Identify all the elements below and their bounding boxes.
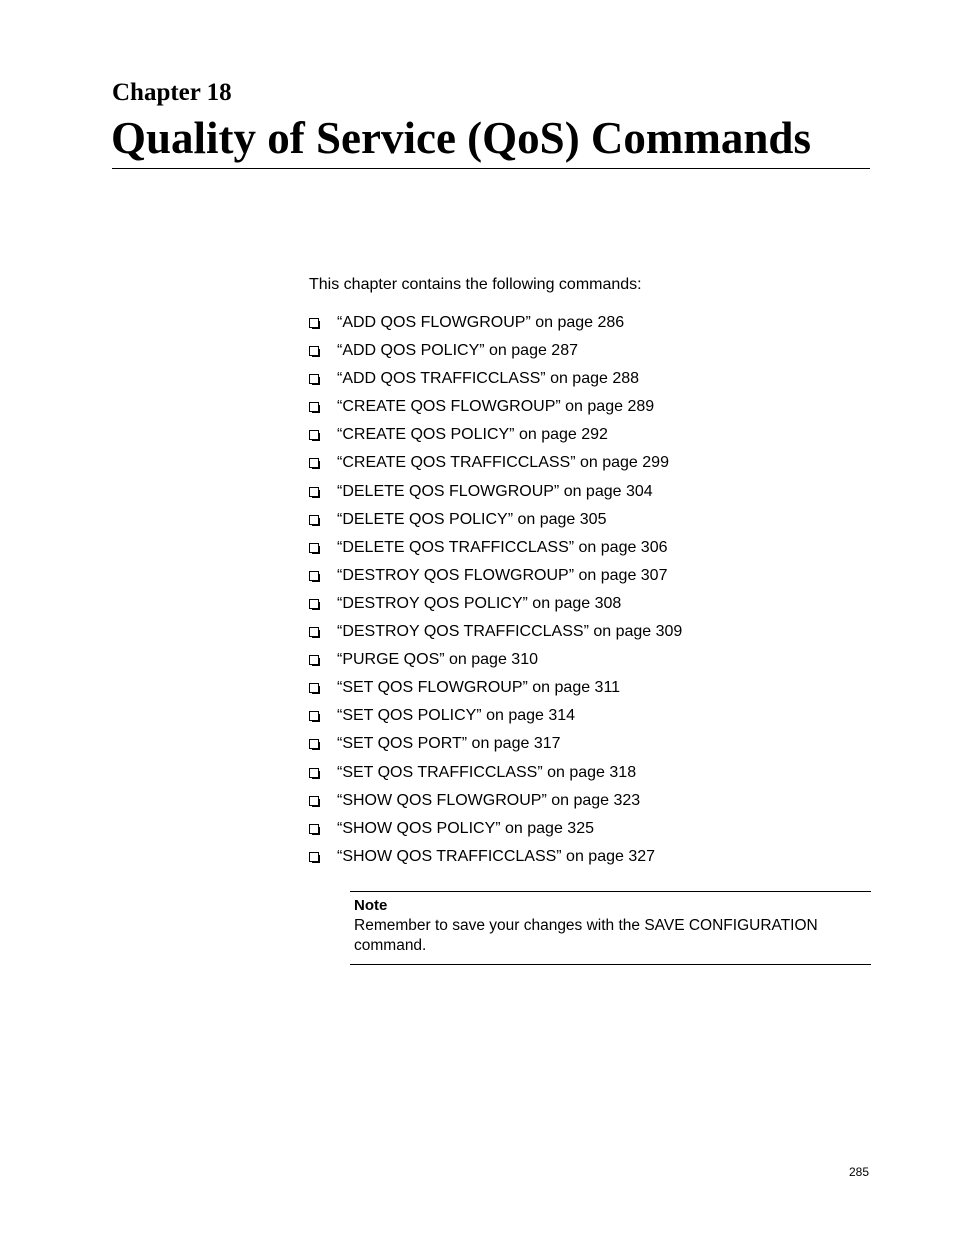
page-number: 285 [849, 1165, 870, 1179]
command-link[interactable]: “CREATE QOS POLICY” on page 292 [337, 426, 608, 444]
command-link[interactable]: “SET QOS TRAFFICCLASS” on page 318 [337, 763, 637, 781]
list-item[interactable] [309, 622, 682, 650]
list-item[interactable] [309, 734, 682, 762]
list-item[interactable] [309, 566, 682, 594]
command-link[interactable]: “DELETE QOS POLICY” on page 305 [337, 510, 607, 528]
command-list [309, 313, 682, 875]
command-link[interactable]: “CREATE QOS FLOWGROUP” on page 289 [337, 398, 655, 416]
checkbox-icon [309, 768, 319, 778]
checkbox-icon [309, 796, 319, 806]
list-item[interactable] [309, 819, 682, 847]
checkbox-icon [309, 627, 319, 637]
command-link[interactable]: “SHOW QOS FLOWGROUP” on page 323 [337, 791, 641, 809]
note-text: Remember to save your changes with the SAVE CONFIGURATION command. [354, 917, 818, 954]
chapter-title: Quality of Service (QoS) Commands [111, 113, 811, 163]
note-heading: Note [354, 897, 388, 914]
command-link[interactable]: “CREATE QOS TRAFFICCLASS” on page 299 [337, 454, 669, 472]
command-link[interactable]: “ADD QOS POLICY” on page 287 [337, 342, 578, 360]
list-item[interactable] [309, 650, 682, 678]
list-item[interactable] [309, 510, 682, 538]
list-item[interactable] [309, 791, 682, 819]
list-item[interactable] [309, 763, 682, 791]
list-item[interactable] [309, 538, 682, 566]
checkbox-icon [309, 852, 319, 862]
checkbox-icon [309, 430, 319, 440]
checkbox-icon [309, 824, 319, 834]
command-link[interactable]: “ADD QOS FLOWGROUP” on page 286 [337, 314, 625, 331]
list-item[interactable] [309, 425, 682, 453]
note-box [350, 891, 871, 965]
list-item[interactable] [309, 397, 682, 425]
list-item[interactable] [309, 482, 682, 510]
command-link[interactable]: “ADD QOS TRAFFICCLASS” on page 288 [337, 370, 640, 388]
command-link[interactable]: “DESTROY QOS FLOWGROUP” on page 307 [337, 566, 668, 584]
checkbox-icon [309, 487, 319, 497]
checkbox-icon [309, 402, 319, 412]
checkbox-icon [309, 543, 319, 553]
list-item[interactable] [309, 706, 682, 734]
checkbox-icon [309, 599, 319, 609]
checkbox-icon [309, 374, 319, 384]
command-link[interactable]: “DELETE QOS FLOWGROUP” on page 304 [337, 482, 653, 500]
checkbox-icon [309, 683, 319, 693]
checkbox-icon [309, 318, 319, 328]
checkbox-icon [309, 711, 319, 721]
command-link[interactable]: “DESTROY QOS POLICY” on page 308 [337, 594, 622, 612]
command-link[interactable]: “SHOW QOS TRAFFICCLASS” on page 327 [337, 847, 656, 865]
list-item[interactable] [309, 453, 682, 481]
command-link[interactable]: “SET QOS PORT” on page 317 [337, 735, 561, 753]
checkbox-icon [309, 739, 319, 749]
command-link[interactable]: “SET QOS POLICY” on page 314 [337, 707, 576, 725]
list-item[interactable] [309, 594, 682, 622]
title-divider [112, 168, 870, 169]
list-item[interactable] [309, 678, 682, 706]
checkbox-icon [309, 515, 319, 525]
intro-text: This chapter contains the following commands: [309, 276, 642, 293]
command-link[interactable]: “PURGE QOS” on page 310 [337, 651, 538, 669]
checkbox-icon [309, 571, 319, 581]
list-item[interactable] [309, 369, 682, 397]
command-link[interactable]: “SET QOS FLOWGROUP” on page 311 [337, 679, 621, 697]
list-item[interactable] [309, 847, 682, 875]
list-item[interactable] [309, 341, 682, 369]
list-item[interactable] [309, 313, 682, 341]
checkbox-icon [309, 346, 319, 356]
checkbox-icon [309, 458, 319, 468]
command-link[interactable]: “SHOW QOS POLICY” on page 325 [337, 819, 594, 837]
command-link[interactable]: “DESTROY QOS TRAFFICCLASS” on page 309 [337, 623, 683, 641]
checkbox-icon [309, 655, 319, 665]
command-link[interactable]: “DELETE QOS TRAFFICCLASS” on page 306 [337, 538, 668, 556]
chapter-label: Chapter 18 [112, 79, 232, 106]
